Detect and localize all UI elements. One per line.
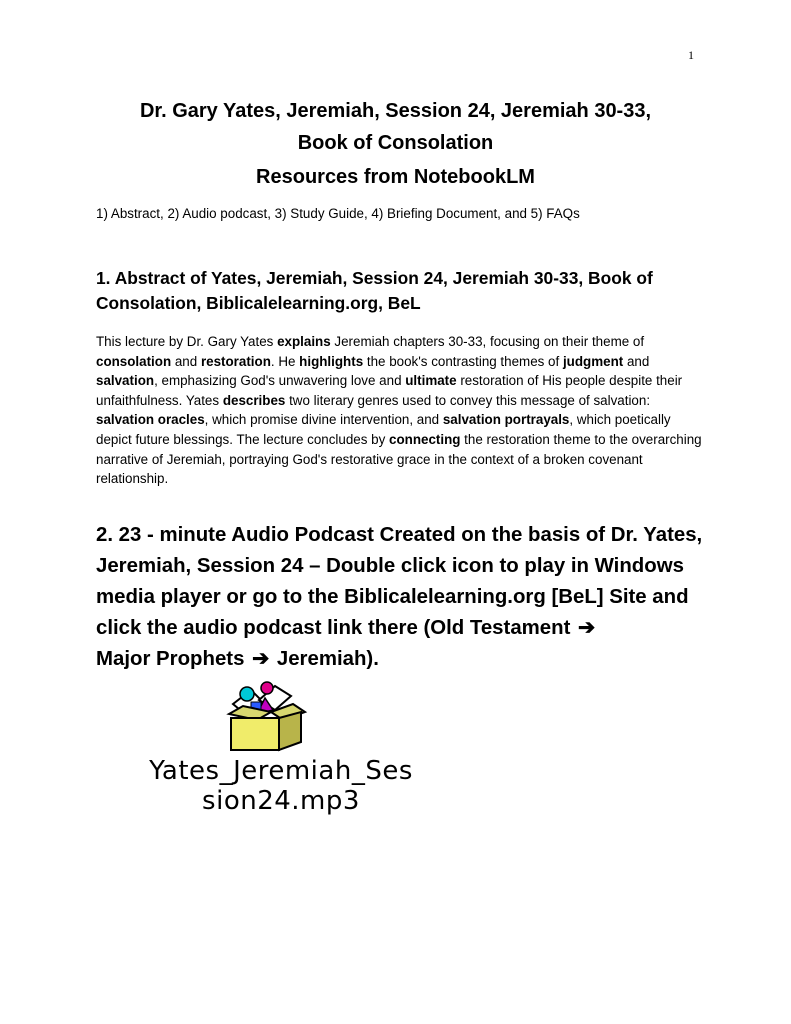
abstract-emphasis: salvation portrayals — [442, 412, 570, 428]
abstract-emphasis: judgment — [562, 353, 624, 369]
section-2-heading-end: Jeremiah). — [276, 648, 379, 670]
document-title-line-3: Resources from NotebookLM — [256, 166, 535, 188]
section-2-heading-main: 2. 23 - minute Audio Podcast Created on the basis of Dr. Yates, Jeremiah, Session 24 – Double click icon to play in Windows media player or go to the Biblicalelearning.org [BeL] Site and click the audio podcast link there (Old Testament — [96, 524, 703, 639]
page-number: 1 — [688, 48, 694, 62]
attachment-filename[interactable] — [96, 756, 466, 816]
abstract-emphasis: describes — [222, 392, 286, 408]
abstract-text: Jeremiah chapters 30-33, focusing on their theme of — [330, 334, 645, 349]
arrow-icon: ➔ — [578, 617, 596, 639]
abstract-emphasis: salvation oracles — [96, 412, 205, 428]
attachment-filename-line-2: sion24.mp3 — [202, 786, 360, 816]
abstract-text: and — [623, 353, 650, 369]
document-title-line-2: Book of Consolation — [297, 132, 494, 154]
abstract-emphasis: connecting — [389, 431, 461, 447]
abstract-text: , which poetically depict future blessings. The lecture concludes by — [96, 412, 671, 447]
section-2-heading — [96, 520, 716, 675]
abstract-text: This lecture by Dr. Gary Yates — [96, 334, 278, 349]
attachment-filename-line-1: Yates_Jeremiah_Ses — [149, 756, 413, 786]
abstract-paragraph — [96, 332, 708, 489]
audio-attachment[interactable] — [96, 680, 476, 820]
document-title-line-1: Dr. Gary Yates, Jeremiah, Session 24, Jeremiah 30-33, — [139, 100, 652, 122]
abstract-text: restoration of His people despite their unfaithfulness. Yates — [96, 373, 683, 408]
abstract-text: , which promise divine intervention, and — [204, 412, 443, 428]
resources-list: 1) Abstract, 2) Audio podcast, 3) Study Guide, 4) Briefing Document, and 5) FAQs — [96, 206, 580, 221]
abstract-emphasis: salvation — [96, 373, 155, 389]
section-1-heading: 1. Abstract of Yates, Jeremiah, Session 24, Jeremiah 30-33, Book of Consolation, Biblicalelearning.org, BeL — [96, 268, 653, 313]
package-icon[interactable] — [221, 680, 311, 752]
abstract-emphasis: ultimate — [405, 373, 457, 389]
abstract-text: , emphasizing God's unwavering love and — [154, 373, 406, 389]
abstract-text: . He — [270, 353, 300, 369]
abstract-emphasis: explains — [277, 334, 331, 349]
abstract-text: and — [171, 353, 201, 369]
abstract-emphasis: restoration — [200, 353, 271, 369]
abstract-text: the restoration theme to the overarching narrative of Jeremiah, portraying God's restorative grace in the context of a broken covenant relationship. — [96, 431, 702, 487]
arrow-icon: ➔ — [252, 648, 270, 670]
abstract-text: two literary genres used to convey this message of salvation: — [285, 392, 651, 408]
abstract-emphasis: highlights — [299, 353, 364, 369]
section-2-heading-mid: Major Prophets — [96, 648, 245, 670]
abstract-emphasis: consolation — [96, 353, 172, 369]
abstract-text: the book's contrasting themes of — [363, 353, 563, 369]
